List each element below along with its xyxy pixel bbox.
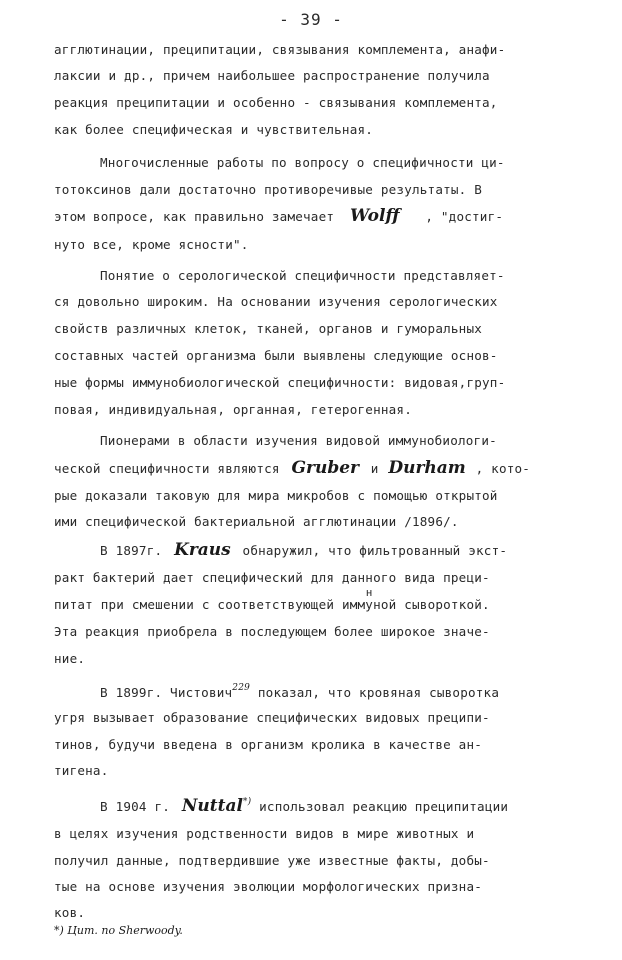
text-line: ние. bbox=[54, 651, 86, 666]
line-part: В 1904 г. bbox=[100, 799, 171, 814]
text-line: тотоксинов дали достаточно противоречивые результаты. В bbox=[54, 182, 483, 197]
text-line: Эта реакция приобрела в последующем более широкое значе- bbox=[54, 624, 490, 639]
text-line bbox=[100, 540, 507, 560]
line-part: сывороткой. bbox=[404, 597, 490, 612]
text-line: получил данные, подтвердившие уже известные факты, добы- bbox=[54, 853, 490, 868]
line-part: обнаружил, что фильтрованный экст- bbox=[242, 543, 508, 558]
text-line bbox=[100, 683, 499, 700]
handwritten-footnote: *) Цит. по Sherwoody. bbox=[54, 924, 183, 937]
text-line: тые на основе изучения эволюции морфологических призна- bbox=[54, 879, 483, 894]
line-part: В 1899г. Чистович bbox=[100, 685, 233, 700]
text-line: нуто все, кроме ясности". bbox=[54, 237, 249, 252]
text-line: тинов, будучи введена в организм кролика в качестве ан- bbox=[54, 737, 483, 752]
text-line: составных частей организма были выявлены следующие основ- bbox=[54, 348, 498, 363]
handwritten-name-gruber: Gruber bbox=[291, 458, 359, 478]
text-line: повая, индивидуальная, органная, гетерогенная. bbox=[54, 402, 412, 417]
text-line: агглютинации, преципитации, связывания комплемента, анафи- bbox=[54, 42, 506, 57]
text-line: как более специфическая и чувствительная. bbox=[54, 122, 374, 137]
text-line bbox=[100, 796, 508, 816]
text-line: угря вызывает образование специфических видовых преципи- bbox=[54, 710, 490, 725]
text-line: ные формы иммунобиологической специфичности: видовая,груп- bbox=[54, 375, 506, 390]
inserted-letter: н bbox=[365, 586, 373, 599]
handwritten-name-kraus: Kraus bbox=[174, 540, 231, 560]
text-line bbox=[54, 458, 530, 478]
footnote-marker: *) bbox=[242, 797, 252, 807]
text-line: тигена. bbox=[54, 763, 109, 778]
text-line bbox=[54, 206, 503, 226]
page-number: - 39 - bbox=[279, 10, 343, 29]
text-line: в целях изучения родственности видов в мире животных и bbox=[54, 826, 475, 841]
line-part: показал, что кровяная сыворотка bbox=[257, 685, 500, 700]
text-line: Многочисленные работы по вопросу о специфичности ци- bbox=[100, 155, 505, 170]
text-line: ими специфической бактериальной агглютинации /1896/. bbox=[54, 514, 459, 529]
handwritten-name-durham: Durham bbox=[388, 458, 466, 478]
handwritten-name-nuttal: Nuttal bbox=[181, 796, 243, 816]
text-line: свойств различных клеток, тканей, органов и гуморальных bbox=[54, 321, 483, 336]
text-line: ракт бактерий дает специфический для данного вида преци- bbox=[54, 570, 490, 585]
text-line: ков. bbox=[54, 905, 86, 920]
text-line: реакция преципитации и особенно - связывания комплемента, bbox=[54, 95, 498, 110]
text-line: рые доказали таковую для мира микробов с помощью открытой bbox=[54, 488, 498, 503]
handwritten-name-wolff: Wolff bbox=[349, 206, 400, 226]
line-part: этом вопросе, как правильно замечает bbox=[54, 209, 335, 224]
text-line: лаксии и др., причем наибольшее распространение получила bbox=[54, 68, 490, 83]
text-line: Пионерами в области изучения видовой иммунобиологи- bbox=[100, 433, 497, 448]
text-line: Понятие о серологической специфичности представляет- bbox=[100, 268, 505, 283]
line-part: , "достиг- bbox=[425, 209, 504, 224]
reference-superscript: 229 bbox=[232, 683, 251, 693]
line-part: В 1897г. bbox=[100, 543, 163, 558]
line-part: и bbox=[370, 461, 379, 476]
corrected-word bbox=[341, 586, 397, 612]
text-line bbox=[54, 586, 490, 612]
line-part: , кото- bbox=[475, 461, 531, 476]
text-line: ся довольно широким. На основании изучения серологических bbox=[54, 294, 498, 309]
corrected-word-text: иммуной bbox=[341, 597, 397, 612]
line-part: питат при смешении с соответствующей bbox=[54, 597, 335, 612]
line-part: ческой специфичности являются bbox=[54, 461, 280, 476]
line-part: использовал реакцию преципитации bbox=[259, 799, 509, 814]
